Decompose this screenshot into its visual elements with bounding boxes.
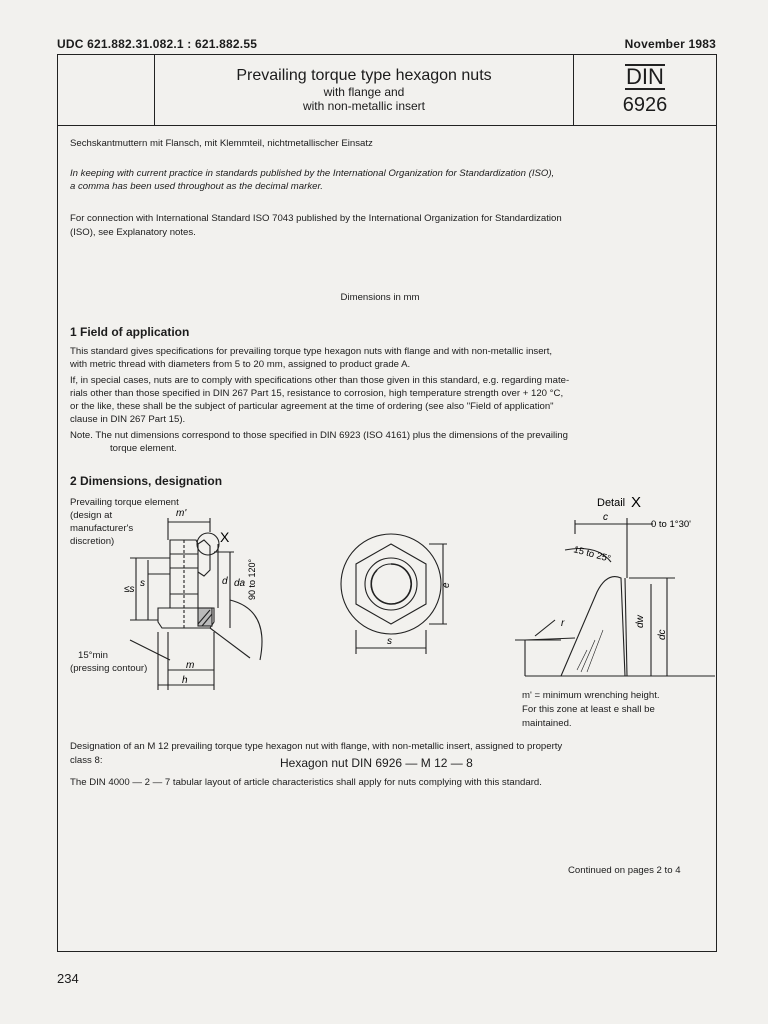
section-1-heading: 1 Field of application — [70, 325, 190, 339]
iso-note-line-2: (ISO), see Explanatory notes. — [70, 227, 196, 238]
iso-note-line-1: For connection with International Standard ISO 7043 published by the International Organization for Standardization — [70, 213, 562, 224]
s1-p1-line-2: with metric thread with diameters from 5 to 20 mm, assigned to product grade A. — [70, 359, 411, 370]
nut-side-view-drawing — [110, 500, 290, 700]
title-cell — [155, 55, 574, 125]
dim-s-top: s — [387, 636, 392, 647]
dim-da: da — [234, 578, 246, 589]
title-block-blank-cell — [58, 55, 155, 125]
fig-label-line-2: (design at — [70, 510, 113, 521]
designation-class: class 8: — [70, 755, 103, 766]
publication-date: November 1983 — [624, 37, 716, 51]
document-title: Prevailing torque type hexagon nuts — [236, 67, 492, 84]
din-number: 6926 — [622, 94, 668, 116]
detail-angle-1: 0 to 1°30' — [651, 519, 691, 530]
s1-p2-line-4: clause in DIN 267 Part 15). — [70, 414, 186, 425]
s1-note-line-1: Note. The nut dimensions correspond to those specified in DIN 6923 (ISO 4161) plus the dimensions of the prevailing — [70, 430, 568, 441]
dim-s: s — [140, 578, 145, 589]
section-2-heading: 2 Dimensions, designation — [70, 474, 223, 488]
pressing-label-line-2: (pressing contour) — [70, 663, 148, 674]
document-subtitle-2: with non-metallic insert — [302, 99, 426, 113]
document-subtitle-1: with flange and — [323, 85, 405, 99]
dim-e: e — [441, 582, 452, 588]
s1-note-line-2: torque element. — [110, 443, 177, 454]
nut-top-view-drawing — [325, 530, 475, 660]
dim-m: m — [186, 660, 195, 671]
s1-p2-line-3: or the like, these shall be the subject of particular agreement at the time of ordering (see also "Field of application" — [70, 401, 554, 412]
dim-h: h — [182, 675, 188, 686]
mprime-note-line-1: m' = minimum wrenching height. — [522, 690, 660, 701]
page-number: 234 — [57, 971, 79, 986]
udc-code: UDC 621.882.31.082.1 : 621.882.55 — [57, 37, 258, 51]
continued-note: Continued on pages 2 to 4 — [568, 865, 681, 876]
dim-angle: 90 to 120° — [247, 558, 257, 600]
s1-p2-line-1: If, in special cases, nuts are to comply with specifications other than those given in this standard, e.g. regarding mate- — [70, 375, 570, 386]
fig-label-line-1: Prevailing torque element — [70, 497, 179, 508]
mprime-note-line-2: For this zone at least e shall be — [522, 704, 655, 715]
dim-d: d — [222, 576, 228, 587]
detail-x-letter: X — [631, 494, 642, 511]
detail-c: c — [603, 512, 608, 523]
fig-label-line-4: discretion) — [70, 536, 115, 547]
title-block — [58, 55, 716, 126]
dim-x: X — [220, 529, 230, 545]
fig-label-line-3: manufacturer's — [70, 523, 134, 534]
din4000-note: The DIN 4000 — 2 — 7 tabular layout of article characteristics shall apply for nuts complying with this standard. — [70, 777, 542, 788]
comma-note-line-1: In keeping with current practice in standards published by the International Organization for Standardization (ISO), — [70, 168, 555, 179]
detail-x-drawing — [515, 490, 715, 690]
s1-p2-line-2: rials other than those specified in DIN 267 Part 15, resistance to corrosion, high temperature strength over + 120 °C, — [70, 388, 564, 399]
detail-label: Detail — [597, 497, 626, 509]
dim-m-prime: m' — [176, 508, 187, 519]
detail-r: r — [561, 618, 565, 629]
german-title: Sechskantmuttern mit Flansch, mit Klemmteil, nichtmetallischer Einsatz — [70, 138, 373, 149]
s1-p1-line-1: This standard gives specifications for prevailing torque type hexagon nuts with flange and with non-metallic insert, — [70, 346, 553, 357]
designation-line-1: Designation of an M 12 prevailing torque type hexagon nut with flange, with non-metallic insert, assigned to property — [70, 741, 563, 752]
dim-le-s: ≤s — [124, 584, 135, 595]
din-label: DIN — [626, 64, 664, 89]
comma-note-line-2: a comma has been used throughout as the decimal marker. — [70, 181, 323, 192]
mprime-note-line-3: maintained. — [522, 718, 572, 729]
pressing-label-line-1: 15°min — [78, 650, 108, 661]
detail-dc: dc — [657, 629, 668, 640]
detail-angle-2: 15 to 25° — [572, 544, 612, 565]
dimensions-note: Dimensions in mm — [340, 292, 420, 303]
detail-dw: dw — [635, 615, 646, 628]
din-cell — [574, 55, 716, 125]
designation-main: Hexagon nut DIN 6926 — M 12 — 8 — [280, 756, 473, 770]
